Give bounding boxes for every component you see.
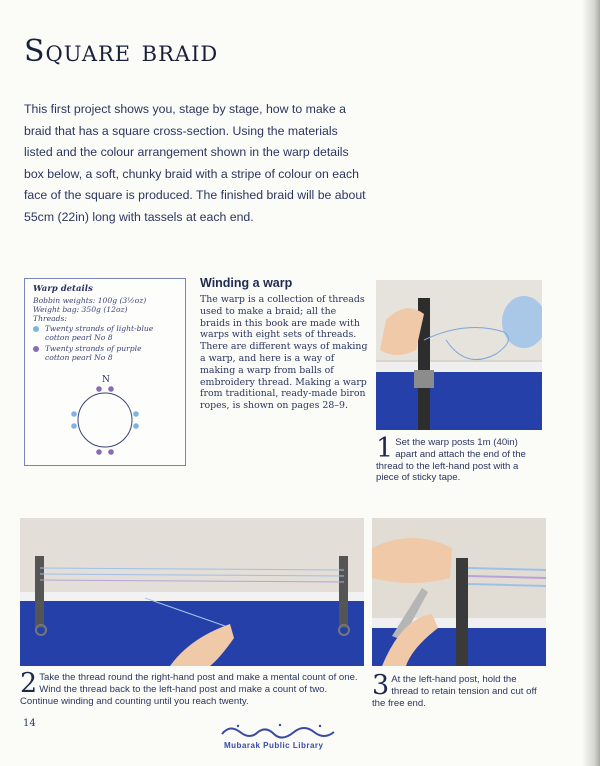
intro-paragraph: This first project shows you, stage by stage, how to make a braid that has a square cross-section. Using the materials listed and the colour arrangement shown in the warp details box below, a soft, chunky braid with a stripe of colour on each face of the square is produced. The finished braid will be about 55cm (22in) long with tassels at each end.	[24, 102, 366, 224]
warp-dot-left-bottom	[71, 423, 77, 429]
library-stamp	[210, 720, 360, 756]
step-2-number: 2	[20, 668, 38, 699]
warp-dot-bottom-left	[96, 449, 102, 455]
step-3	[372, 670, 546, 709]
threads-label: Threads:	[33, 314, 67, 323]
page-number: 14	[23, 718, 36, 729]
step-3-photo	[372, 518, 546, 666]
warp-dot-left-top	[71, 411, 77, 417]
weight-bag: Weight bag: 350g (12oz)	[33, 305, 128, 314]
winding-heading: Winding a warp	[200, 276, 293, 290]
warp-dot-right-top	[133, 411, 139, 417]
warp-dot-right-bottom	[133, 423, 139, 429]
step-3-text: At the left-hand post, hold the thread to retain tension and cut off the free end.	[372, 674, 537, 709]
north-label: N	[102, 375, 110, 385]
warp-dot-top-left	[96, 386, 102, 392]
warp-details-box: Warp details Bobbin weights: 100g (3½oz) Weight bag: 350g (12oz) Threads: Twenty strands of light-blue cotton pearl No 8 Twenty strands of purple cotton pearl No 8 N	[24, 278, 186, 466]
step-2	[20, 668, 364, 707]
step-2-text: Take the thread round the right-hand post and make a mental count of one. Wind the thread back to the left-hand post and make a count of two. Continue winding and counting until you reach twenty.	[20, 672, 358, 707]
warp-dot-bottom-right	[108, 449, 114, 455]
step-1-number: 1	[376, 433, 394, 464]
step-1	[376, 433, 542, 484]
page-edge-shadow	[582, 0, 600, 766]
warp-dot-top-right	[108, 386, 114, 392]
winding-body: The warp is a collection of threads used to make a braid; all the braids in this book are made with warps with eight sets of threads. There are different ways of making a warp, and here is a way of making a warp from balls of embroidery thread. Making a warp from traditional, ready-made biron ropes, is shown on pages 28–9.	[200, 294, 368, 412]
warp-details-heading: Warp details	[33, 284, 93, 294]
library-stamp-text: Mubarak Public Library	[224, 741, 324, 750]
step-1-text: Set the warp posts 1m (40in) apart and attach the end of the thread to the left-hand post with a piece of sticky tape.	[376, 437, 526, 484]
warp-arrangement-diagram	[25, 279, 187, 467]
step-1-photo	[376, 280, 542, 430]
step-3-number: 3	[372, 670, 390, 701]
bobbin-weights: Bobbin weights: 100g (3½oz)	[33, 296, 147, 305]
diagram-ring	[78, 393, 132, 447]
page-title: Square braid	[24, 34, 219, 69]
step-2-photo	[20, 518, 364, 666]
